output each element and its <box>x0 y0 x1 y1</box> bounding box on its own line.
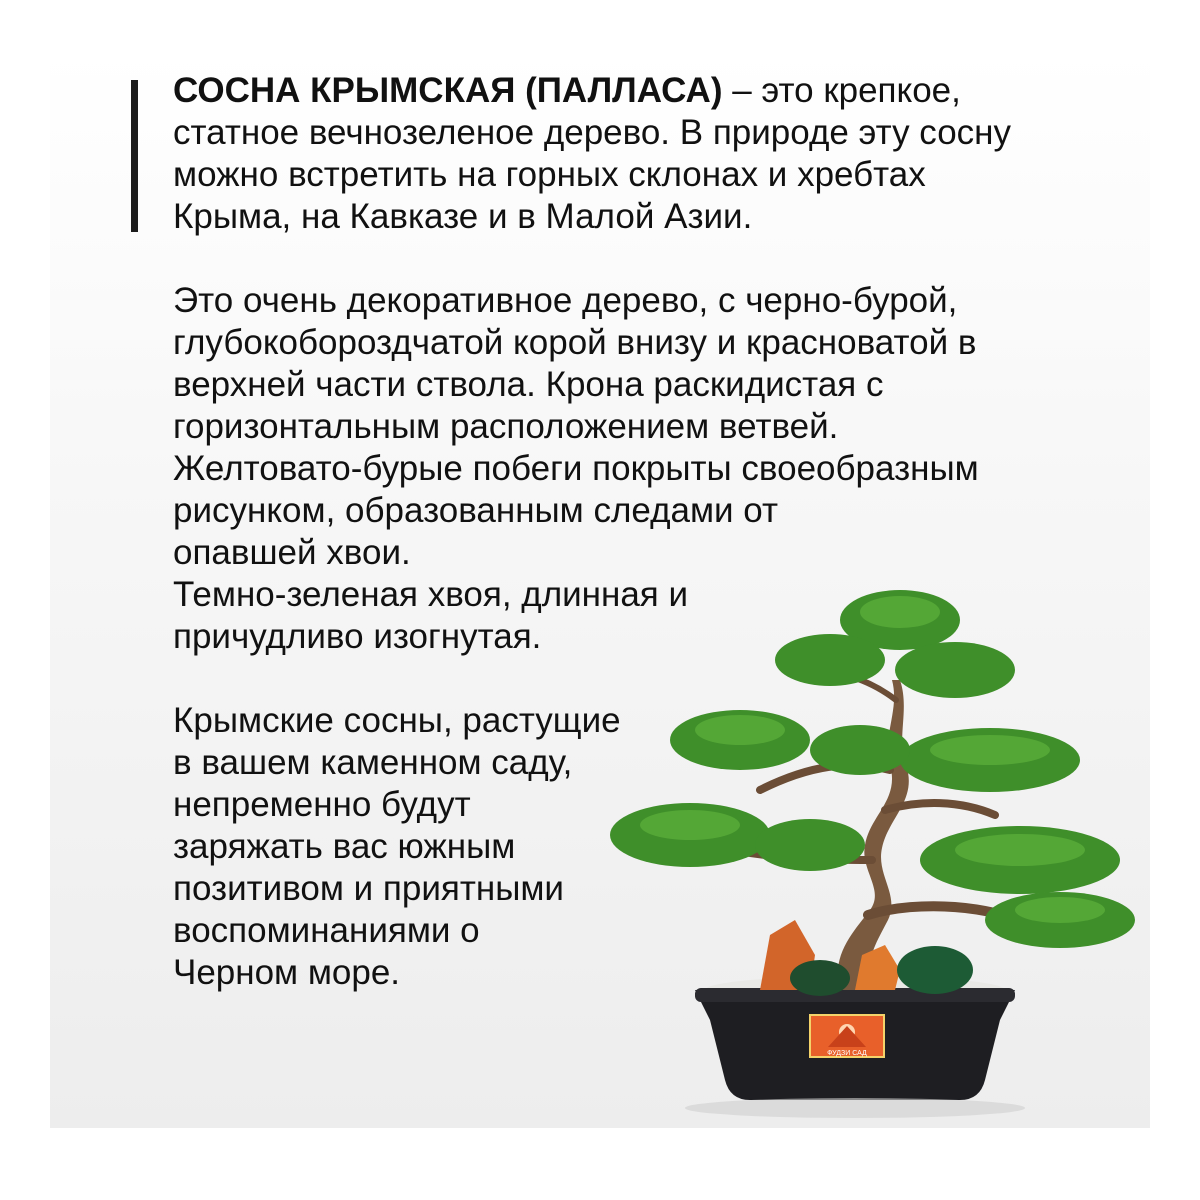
accent-bar <box>131 80 138 232</box>
intro-title: СОСНА КРЫМСКАЯ (ПАЛЛАСА) <box>173 71 723 110</box>
description-line: Это очень декоративное дерево, с черно-бурой, <box>173 281 958 320</box>
intro-paragraph <box>173 70 1073 112</box>
closing-line: позитивом и приятными <box>173 869 564 908</box>
malachite-rock-icon <box>790 960 850 996</box>
closing-line: Черном море. <box>173 953 401 992</box>
intro-line: можно встретить на горных склонах и хребтах <box>173 155 926 194</box>
description-line: горизонтальным расположением ветвей. <box>173 407 839 446</box>
description-line: Желтовато-бурые побеги покрыты своеобразным <box>173 449 979 488</box>
intro-line: Крыма, на Кавказе и в Малой Азии. <box>173 197 753 236</box>
description-line: причудливо изогнутая. <box>173 617 542 656</box>
description-line: рисунком, образованным следами от <box>173 491 779 530</box>
description-line: Темно-зеленая хвоя, длинная и <box>173 575 689 614</box>
description-line: верхней части ствола. Крона раскидистая с <box>173 365 884 404</box>
closing-line: заряжать вас южным <box>173 827 516 866</box>
description-line: глубокобороздчатой корой внизу и красноватой в <box>173 323 977 362</box>
closing-line: воспоминаниями о <box>173 911 480 950</box>
intro-line: – это крепкое, <box>722 71 961 110</box>
pine-needles-icon <box>610 590 1135 948</box>
green-rock-icon <box>897 946 973 994</box>
intro-line: статное вечнозеленое дерево. В природе эту сосну <box>173 113 1011 152</box>
closing-line: Крымские сосны, растущие <box>173 701 621 740</box>
closing-line: непременно будут <box>173 785 471 824</box>
bonsai-pine-illustration <box>600 560 1160 1120</box>
pot-label: ФУДЗИ САД <box>827 1050 867 1057</box>
closing-line: в вашем каменном саду, <box>173 743 573 782</box>
description-line: опавшей хвои. <box>173 533 411 572</box>
